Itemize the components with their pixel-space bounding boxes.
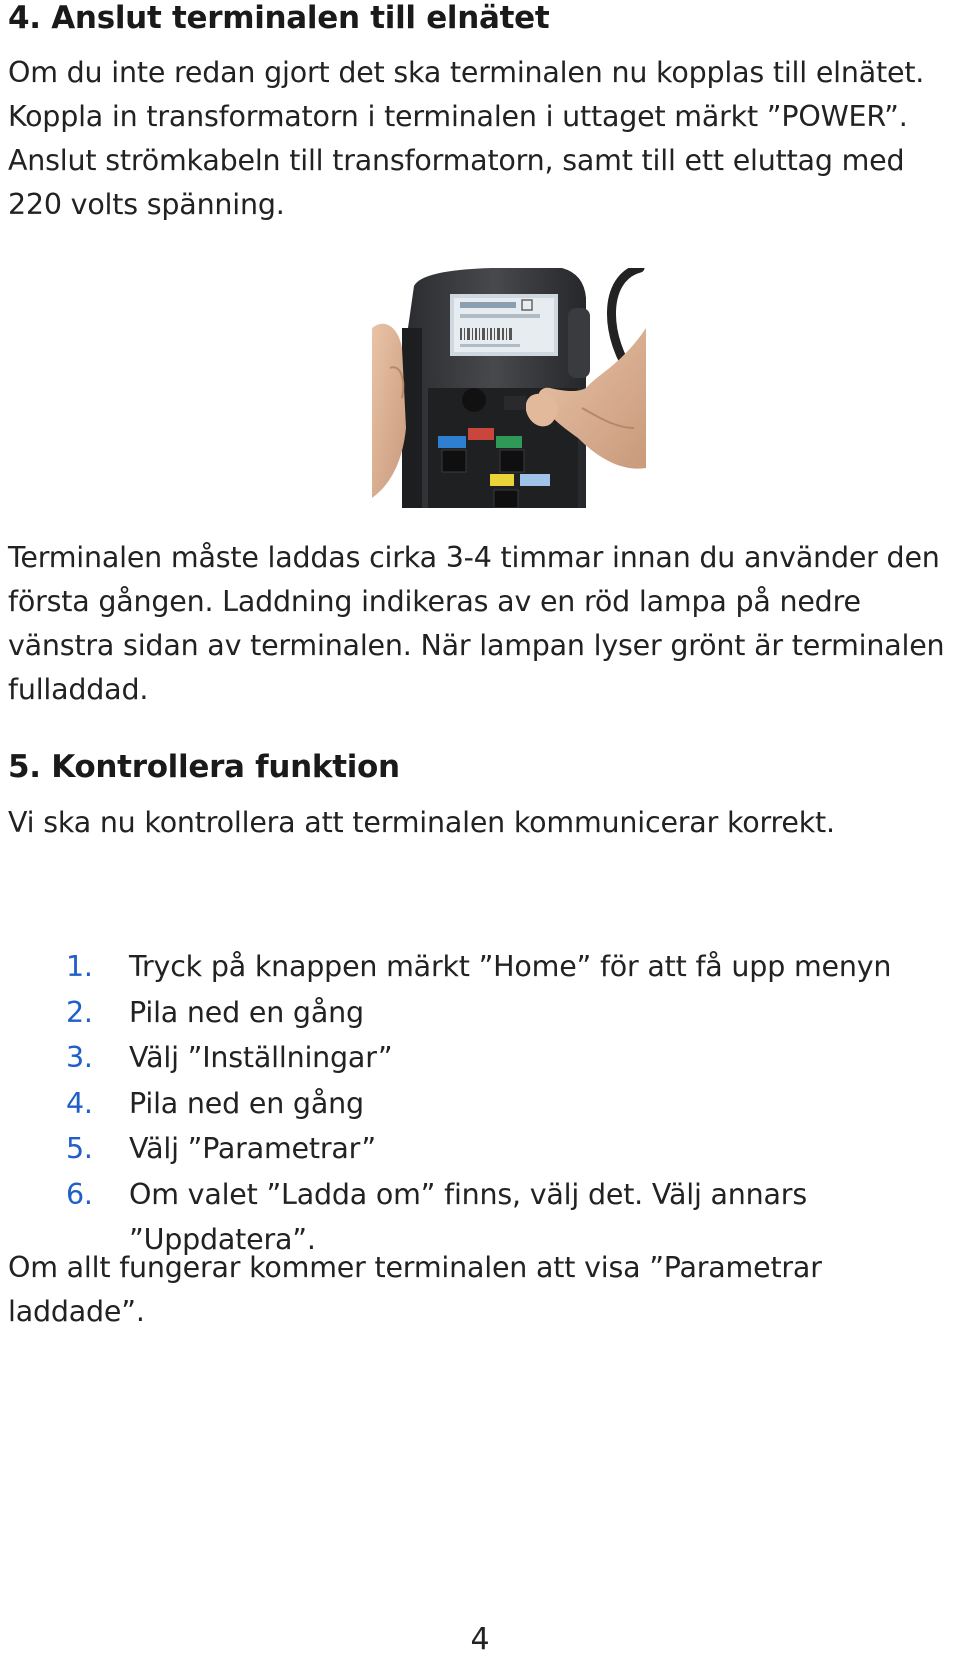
result-message: Om allt fungerar kommer terminalen att visa ”Parametrar laddade”. xyxy=(8,1251,822,1328)
list-item-text: Pila ned en gång xyxy=(129,995,364,1029)
section-5-intro: Vi ska nu kontrollera att terminalen kommunicerar korrekt. xyxy=(8,806,835,839)
list-item-number: 3. xyxy=(66,1041,93,1074)
charging-instructions: Terminalen måste laddas cirka 3-4 timmar innan du använder den första gången. Laddning indikeras av en röd lampa på nedre vänstra sidan av terminalen. När lampan lyser grönt är terminalen fulladdad. xyxy=(8,541,945,706)
section-5-heading: 5. Kontrollera funktion xyxy=(8,749,400,785)
list-item-number: 1. xyxy=(66,950,93,983)
list-item-text: Om valet ”Ladda om” finns, välj det. Välj annars ”Uppdatera”. xyxy=(129,1177,807,1256)
list-item xyxy=(0,1126,960,1172)
section-4-intro: Om du inte redan gjort det ska terminalen nu kopplas till elnätet. Koppla in transformatorn i terminalen i uttaget märkt ”POWER”. Anslut strömkabeln till transformatorn, samt till ett eluttag med 220 volts spänning. xyxy=(8,56,925,221)
terminal-power-connection-photo xyxy=(372,268,646,508)
terminal-photo-illustration xyxy=(372,268,646,508)
list-item xyxy=(0,944,960,990)
list-item-text: Pila ned en gång xyxy=(129,1086,364,1120)
list-item-number: 6. xyxy=(66,1177,93,1211)
check-steps-list xyxy=(0,944,960,1263)
list-item-number: 2. xyxy=(66,995,93,1029)
page-number: 4 xyxy=(470,1622,490,1657)
list-item-text: Välj ”Inställningar” xyxy=(129,1041,393,1074)
section-4-heading: 4. Anslut terminalen till elnätet xyxy=(8,0,550,36)
list-item xyxy=(0,1081,960,1127)
list-item-number: 5. xyxy=(66,1132,93,1165)
list-item-text: Välj ”Parametrar” xyxy=(129,1132,376,1165)
list-item-number: 4. xyxy=(66,1086,93,1120)
list-item-text: Tryck på knappen märkt ”Home” för att få upp menyn xyxy=(129,950,892,983)
list-item xyxy=(0,990,960,1036)
list-item xyxy=(0,1035,960,1081)
